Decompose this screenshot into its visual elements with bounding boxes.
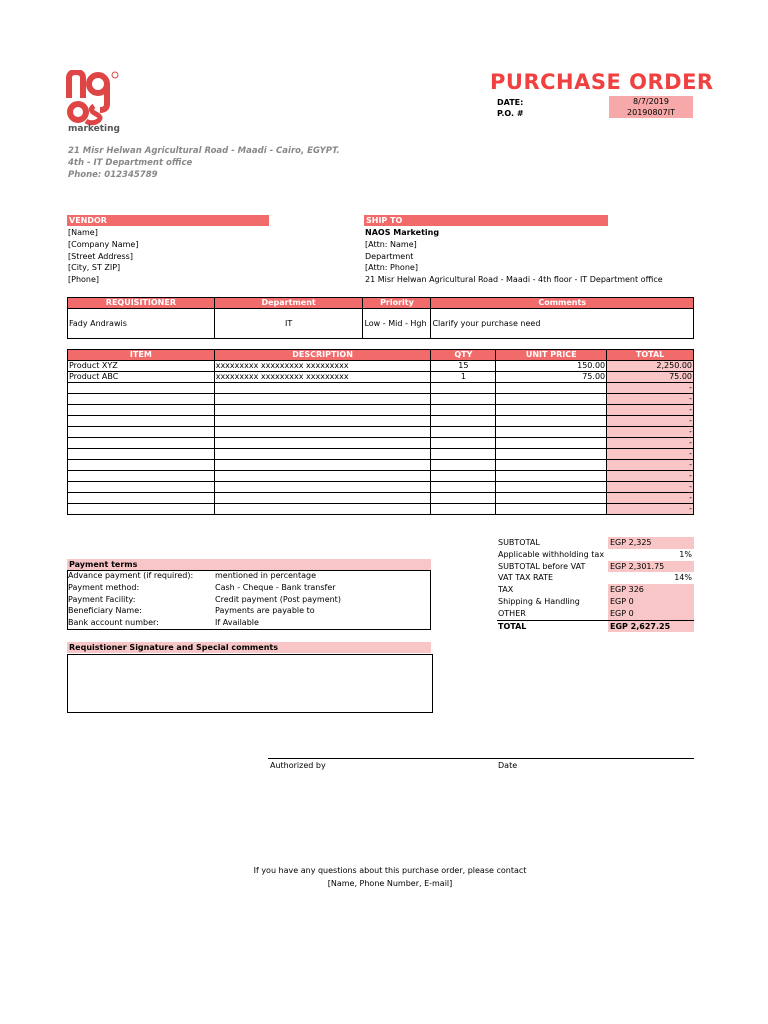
item-qty [431, 416, 496, 427]
totals-label: OTHER [498, 608, 526, 618]
totals-label: SUBTOTAL [498, 538, 540, 547]
item-description [214, 394, 431, 405]
table-row [68, 504, 694, 515]
table-row [68, 427, 694, 438]
item-qty: 1 [431, 372, 496, 383]
item-unit-price [496, 383, 607, 394]
requisitioner-row [68, 309, 694, 339]
requisitioner-department: IT [214, 309, 363, 339]
payment-term-label: Beneficiary Name: [68, 606, 142, 616]
address-line-1: 21 Misr Helwan Agricultural Road - Maadi - Cairo, EGYPT. [68, 146, 340, 156]
item-name: Product ABC [68, 372, 215, 383]
item-name: Product XYZ [68, 361, 215, 372]
totals-label: VAT TAX RATE [498, 573, 554, 583]
vendor-street: [Street Address] [68, 251, 133, 261]
table-row [68, 493, 694, 504]
item-qty: 15 [431, 361, 496, 372]
item-total: - [607, 493, 694, 504]
item-qty [431, 471, 496, 482]
item-unit-price [496, 504, 607, 515]
vendor-phone: [Phone] [68, 275, 100, 285]
vendor-company: [Company Name] [68, 239, 139, 249]
item-qty [431, 482, 496, 493]
item-unit-price [496, 482, 607, 493]
payment-term-row [68, 617, 428, 629]
item-unit-price [496, 427, 607, 438]
company-address [68, 145, 340, 181]
item-total: - [607, 460, 694, 471]
table-row [68, 460, 694, 471]
po-value: 20190807IT [609, 107, 693, 118]
signature-box[interactable] [67, 654, 433, 713]
table-row [68, 471, 694, 482]
item-unit-price: 150.00 [496, 361, 607, 372]
date-value: 8/7/2019 [609, 96, 693, 107]
totals-value: EGP 0 [608, 608, 694, 620]
footer-line-2: [Name, Phone Number, E-mail] [327, 879, 453, 888]
item-description [214, 416, 431, 427]
item-qty [431, 427, 496, 438]
totals-row [497, 572, 694, 584]
items-table [67, 349, 694, 515]
table-row [68, 449, 694, 460]
item-total: - [607, 427, 694, 438]
vendor-block [68, 227, 138, 286]
signature-header: Requistioner Signature and Special comments [67, 642, 431, 653]
po-label: P.O. # [497, 109, 524, 118]
requisitioner-comments: Clarify your purchase need [431, 309, 694, 339]
item-unit-price [496, 471, 607, 482]
item-name [68, 471, 215, 482]
item-name [68, 394, 215, 405]
item-qty [431, 438, 496, 449]
item-total: - [607, 482, 694, 493]
table-row [68, 361, 694, 372]
item-total: - [607, 471, 694, 482]
item-description [214, 493, 431, 504]
totals-value: 1% [679, 549, 692, 559]
address-phone: Phone: 012345789 [68, 170, 158, 180]
item-total: - [607, 449, 694, 460]
item-unit-price [496, 405, 607, 416]
item-qty [431, 405, 496, 416]
ship-to-address: 21 Misr Helwan Agricultural Road - Maadi - 4th floor - IT Department office [365, 275, 663, 285]
totals-value: EGP 2,325 [608, 537, 694, 549]
item-name [68, 416, 215, 427]
payment-terms-list [68, 570, 428, 629]
totals-value: EGP 326 [608, 584, 694, 596]
item-description [214, 471, 431, 482]
item-qty [431, 493, 496, 504]
ship-to-department: Department [365, 251, 414, 261]
payment-terms-header: Payment terms [67, 559, 431, 570]
totals-row [497, 549, 694, 561]
totals-row [497, 584, 694, 596]
payment-term-value: If Available [215, 618, 259, 628]
item-name [68, 438, 215, 449]
footer-line-1: If you have any questions about this purchase order, please contact [253, 866, 527, 875]
item-total: - [607, 504, 694, 515]
req-header-priority: Priority [363, 298, 431, 309]
payment-term-value: mentioned in percentage [215, 571, 317, 580]
payment-term-row [68, 582, 428, 594]
ship-to-company: NAOS Marketing [365, 228, 440, 237]
table-row [68, 405, 694, 416]
item-total: - [607, 383, 694, 394]
vendor-city: [City, ST ZIP] [68, 263, 121, 273]
requisitioner-table [67, 297, 694, 339]
page-title: PURCHASE ORDER [490, 70, 714, 94]
totals-row [497, 561, 694, 573]
item-unit-price [496, 493, 607, 504]
item-description: xxxxxxxxx xxxxxxxxx xxxxxxxxx [214, 361, 431, 372]
items-header-unit-price: UNIT PRICE [496, 350, 607, 361]
item-total: 75.00 [607, 372, 694, 383]
item-qty [431, 504, 496, 515]
item-total: - [607, 416, 694, 427]
item-name [68, 427, 215, 438]
item-qty [431, 460, 496, 471]
totals-value: EGP 0 [608, 596, 694, 608]
req-header-comments: Comments [431, 298, 694, 309]
totals-row [497, 620, 694, 633]
table-row [68, 482, 694, 493]
payment-term-label: Payment method: [68, 582, 140, 592]
totals-label: Applicable withholding tax [498, 549, 605, 559]
totals-value: 14% [674, 573, 692, 583]
item-description [214, 438, 431, 449]
item-qty [431, 383, 496, 394]
req-header-department: Department [214, 298, 363, 309]
item-description [214, 460, 431, 471]
authorized-by-label: Authorized by [270, 761, 326, 770]
ship-to-attn-name: [Attn: Name] [365, 239, 417, 249]
totals-block [497, 537, 694, 632]
requisitioner-name: Fady Andrawis [68, 309, 215, 339]
payment-term-row [68, 594, 428, 606]
table-row [68, 372, 694, 383]
payment-term-label: Payment Facility: [68, 594, 136, 604]
item-name [68, 383, 215, 394]
totals-row [497, 596, 694, 608]
item-qty [431, 394, 496, 405]
item-name [68, 493, 215, 504]
item-total: - [607, 438, 694, 449]
payment-term-value: Payments are payable to [215, 606, 315, 616]
totals-value: EGP 2,627.25 [608, 621, 694, 633]
item-total: - [607, 394, 694, 405]
company-logo [66, 70, 122, 136]
totals-row [497, 608, 694, 620]
item-qty [431, 449, 496, 460]
ship-to-header: SHIP TO [364, 215, 608, 226]
item-description [214, 449, 431, 460]
item-unit-price [496, 449, 607, 460]
item-unit-price [496, 460, 607, 471]
totals-label: TOTAL [498, 621, 527, 631]
payment-term-value: Cash - Cheque - Bank transfer [215, 582, 336, 592]
table-row [68, 438, 694, 449]
vendor-header: VENDOR [67, 215, 269, 226]
logo-text: marketing [68, 124, 120, 134]
items-header-qty: QTY [431, 350, 496, 361]
item-description [214, 427, 431, 438]
item-name [68, 405, 215, 416]
payment-term-label: Advance payment (if required): [68, 571, 194, 580]
items-header-row [68, 350, 694, 361]
item-description [214, 504, 431, 515]
totals-label: SUBTOTAL before VAT [498, 561, 586, 571]
table-row [68, 383, 694, 394]
address-line-2: 4th - IT Department office [68, 158, 193, 168]
item-total: - [607, 405, 694, 416]
items-header-description: DESCRIPTION [214, 350, 431, 361]
date-label: DATE: [497, 98, 524, 107]
vendor-name: [Name] [68, 228, 98, 237]
item-name [68, 460, 215, 471]
item-unit-price [496, 438, 607, 449]
payment-term-value: Credit payment (Post payment) [215, 594, 341, 604]
item-description [214, 405, 431, 416]
item-name [68, 482, 215, 493]
table-row [68, 416, 694, 427]
requisitioner-header-row [68, 298, 694, 309]
item-description [214, 482, 431, 493]
item-name [68, 504, 215, 515]
item-description [214, 383, 431, 394]
items-header-item: ITEM [68, 350, 215, 361]
payment-term-label: Bank account number: [68, 618, 159, 628]
totals-value: EGP 2,301.75 [608, 561, 694, 573]
item-unit-price [496, 416, 607, 427]
ship-to-attn-phone: [Attn: Phone] [365, 263, 418, 273]
requisitioner-priority: Low - Mid - Hgh [363, 309, 431, 339]
date-signature-label: Date [498, 761, 518, 770]
item-name [68, 449, 215, 460]
item-total: 2,250.00 [607, 361, 694, 372]
items-header-total: TOTAL [607, 350, 694, 361]
payment-term-row [68, 605, 428, 617]
payment-term-row [68, 570, 428, 582]
item-unit-price [496, 394, 607, 405]
item-unit-price: 75.00 [496, 372, 607, 383]
item-description: xxxxxxxxx xxxxxxxxx xxxxxxxxx [214, 372, 431, 383]
ship-to-block [365, 227, 663, 286]
totals-row [497, 537, 694, 549]
req-header-requisitioner: REQUISITIONER [68, 298, 215, 309]
footer-contact [180, 864, 600, 890]
totals-label: TAX [498, 585, 514, 595]
totals-label: Shipping & Handling [498, 596, 580, 606]
table-row [68, 394, 694, 405]
signature-line [268, 758, 694, 759]
